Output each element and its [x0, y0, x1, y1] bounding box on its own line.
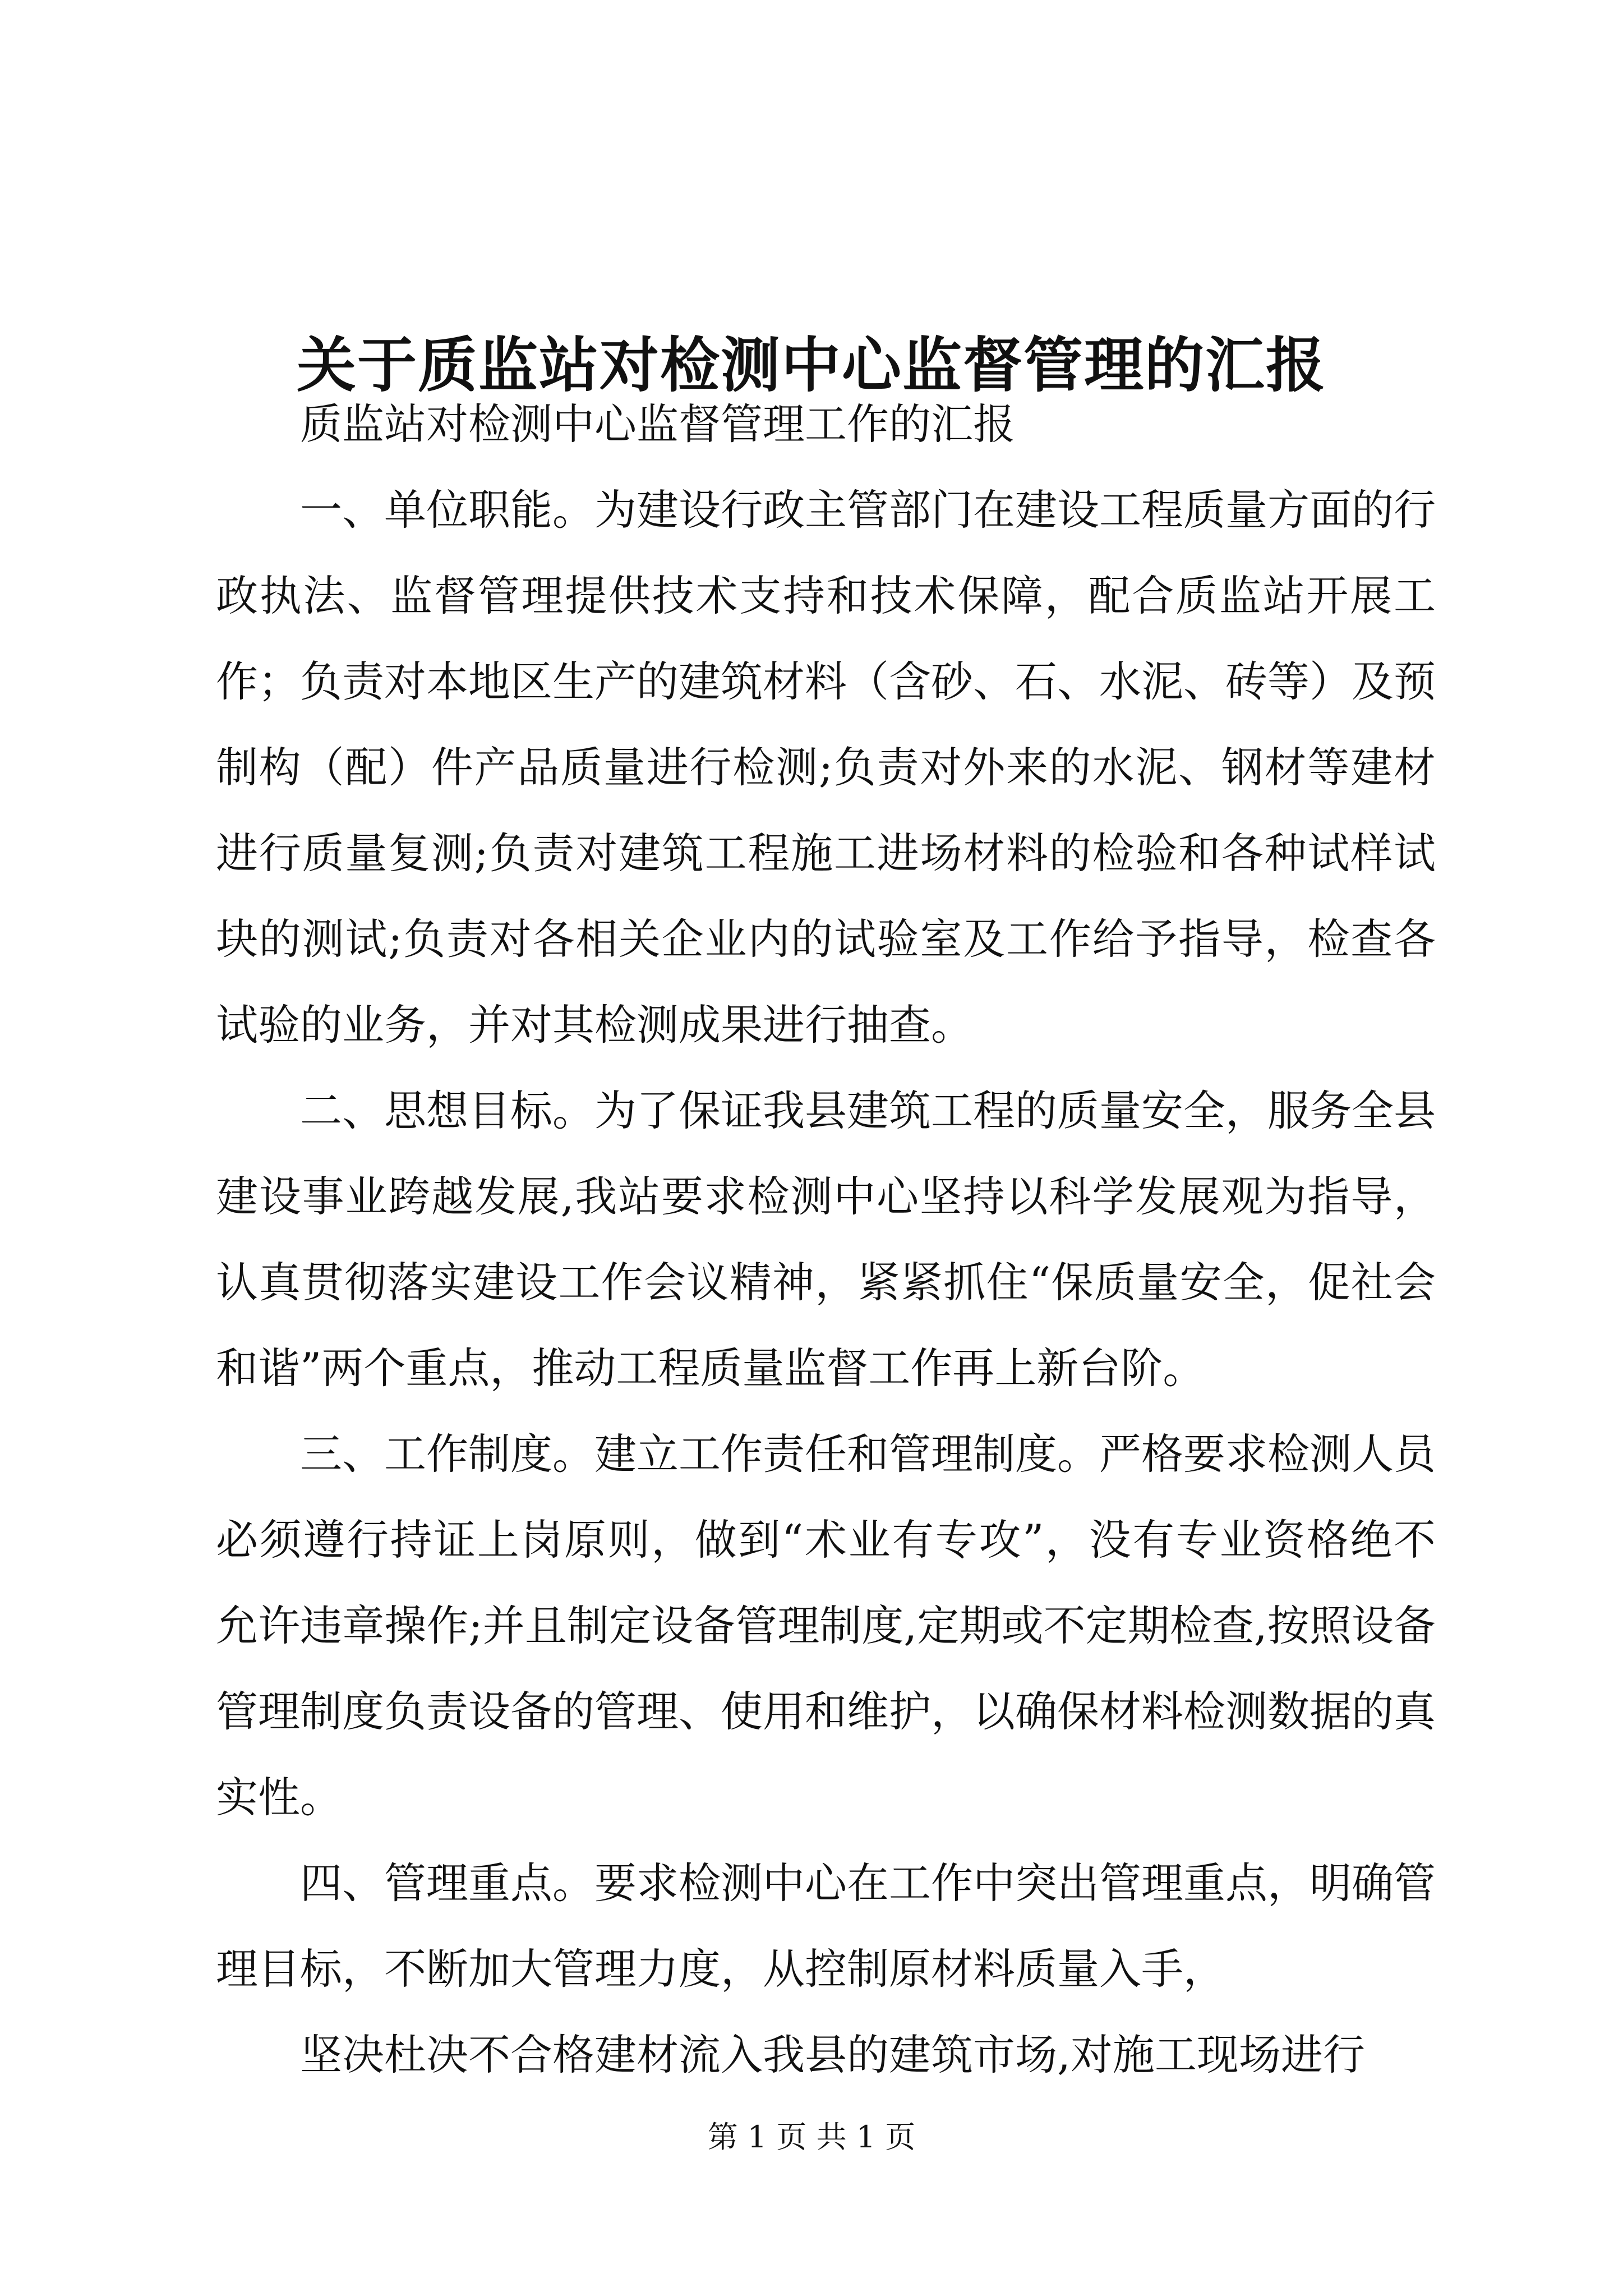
paragraph-subtitle: 质监站对检测中心监督管理工作的汇报	[300, 399, 1016, 449]
paragraph-unit-functions: 一、单位职能。为建设行政主管部门在建设工程质量方面的行政执法、监督管理提供技术支持和技术保障，配合质监站开展工作；负责对本地区生产的建筑材料（含砂、石、水泥、砖等）及预制构（配）件产品质量进行检测;负责对外来的水泥、钢材等建材进行质量复测;负责对建筑工程施工进场材料的检验和各种试样试块的测试;负责对各相关企业内的试验室及工作给予指导，检查各试验的业务，并对其检测成果进行抽查。	[216, 485, 1436, 1050]
document-body	[216, 381, 1436, 2098]
paragraph-goals: 二、思想目标。为了保证我县建筑工程的质量安全，服务全县建设事业跨越发展,我站要求检测中心坚持以科学发展观为指导，认真贯彻落实建设工作会议精神，紧紧抓住“保质量安全，促社会和谐”两个重点，推动工程质量监督工作再上新台阶。	[216, 1086, 1436, 1393]
paragraph-management-focus: 四、管理重点。要求检测中心在工作中突出管理重点，明确管理目标，不断加大管理力度，从控制原材料质量入手，	[216, 1858, 1436, 1994]
paragraph-work-system: 三、工作制度。建立工作责任和管理制度。严格要求检测人员必须遵行持证上岗原则，做到“术业有专攻”，没有专业资格绝不允许违章操作;并且制定设备管理制度,定期或不定期检查,按照设备管理制度负责设备的管理、使用和维护，以确保材料检测数据的真实性。	[216, 1429, 1436, 1822]
page-number-footer: 第 1 页 共 1 页	[707, 2119, 916, 2155]
paragraph-continuation: 坚决杜决不合格建材流入我县的建筑市场,对施工现场进行	[300, 2030, 1365, 2079]
document-title: 关于质监站对检测中心监督管理的汇报	[297, 330, 1326, 401]
